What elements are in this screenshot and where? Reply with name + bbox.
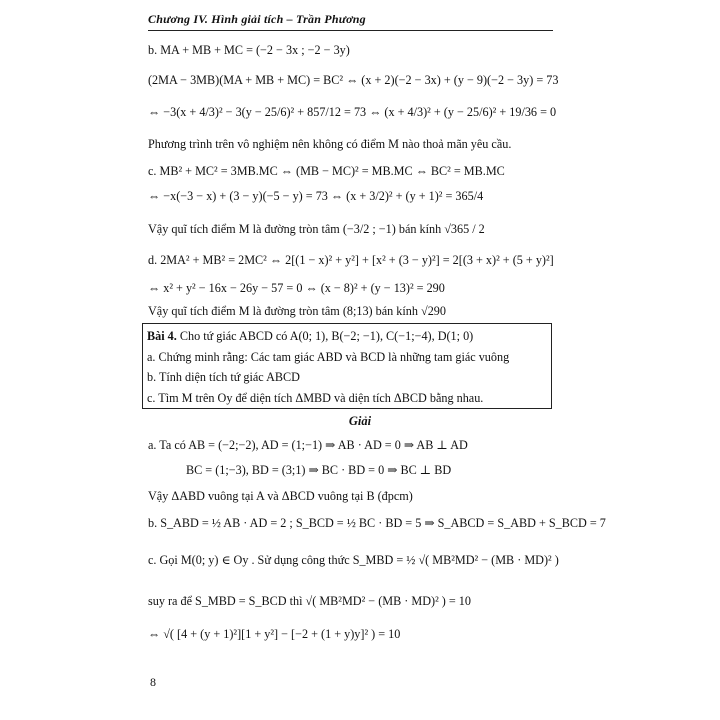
line-c-expanded: ⇔ −x(−3 − x) + (3 − y)(−5 − y) = 73 ⇔ (x + 3/2)² + (y + 1)² = 365/4 — [148, 189, 484, 203]
line-b: b. MA + MB + MC = (−2 − 3x ; −2 − 3y) — [148, 43, 350, 57]
line-d: d. 2MA² + MB² = 2MC² ⇔ 2[(1 − x)² + y²] + [x² + (3 − y)²] = 2[(3 + x)² + (5 + y)²] — [148, 253, 554, 267]
line-c-conclusion: Vậy quĩ tích điểm M là đường tròn tâm (−3/2 ; −1) bán kính √365 / 2 — [148, 222, 485, 236]
running-header: Chương IV. Hình giải tích – Trần Phương — [148, 12, 553, 31]
solution-a-conclusion: Vậy ΔABD vuông tại A và ΔBCD vuông tại B (đpcm) — [148, 489, 413, 503]
solution-title: Giải — [348, 414, 372, 428]
solution-c: c. Gọi M(0; y) ∈ Oy . Sử dụng công thức S_MBD = ½ √( MB²MD² − (MB · MD)² ) — [148, 553, 559, 567]
problem-item-c: c. Tìm M trên Oy để diện tích ΔMBD và diện tích ΔBCD bằng nhau. — [147, 391, 484, 405]
solution-a: a. Ta có AB = (−2;−2), AD = (1;−1) ⇒ AB · AD = 0 ⇒ AB ⊥ AD — [148, 438, 468, 452]
problem-item-b: b. Tính diện tích tứ giác ABCD — [147, 370, 300, 384]
line-b-expanded: ⇔ −3(x + 4/3)² − 3(y − 25/6)² + 857/12 = 73 ⇔ (x + 4/3)² + (y − 25/6)² + 19/36 = 0 — [148, 105, 557, 119]
solution-c-3: ⇔ √( [4 + (y + 1)²][1 + y²] − [−2 + (1 + y)y]² ) = 10 — [148, 627, 401, 641]
solution-b: b. S_ABD = ½ AB · AD = 2 ; S_BCD = ½ BC · BD = 5 ⇒ S_ABCD = S_ABD + S_BCD = 7 — [148, 516, 606, 530]
line-d-conclusion: Vậy quĩ tích điểm M là đường tròn tâm (8;13) bán kính √290 — [148, 304, 446, 318]
problem-item-a: a. Chứng minh rằng: Các tam giác ABD và BCD là những tam giác vuông — [147, 350, 510, 364]
solution-a-2: BC = (1;−3), BD = (3;1) ⇒ BC · BD = 0 ⇒ BC ⊥ BD — [186, 463, 452, 477]
problem-title: Bài 4. — [147, 329, 177, 343]
problem-heading — [147, 328, 473, 344]
line-b-conclusion: Phương trình trên vô nghiệm nên không có điểm M nào thoả mãn yêu cầu. — [148, 137, 512, 151]
solution-c-2: suy ra để S_MBD = S_BCD thì √( MB²MD² − (MB · MD)² ) = 10 — [148, 594, 471, 608]
line-c: c. MB² + MC² = 3MB.MC ⇔ (MB − MC)² = MB.MC ⇔ BC² = MB.MC — [148, 164, 505, 178]
line-d-expanded: ⇔ x² + y² − 16x − 26y − 57 = 0 ⇔ (x − 8)² + (y − 13)² = 290 — [148, 281, 445, 295]
line-b-equation: (2MA − 3MB)(MA + MB + MC) = BC² ⇔ (x + 2)(−2 − 3x) + (y − 9)(−2 − 3y) = 73 — [148, 73, 559, 87]
problem-statement: Cho tứ giác ABCD có A(0; 1), B(−2; −1), C(−1;−4), D(1; 0) — [179, 329, 474, 343]
problem-box — [142, 323, 552, 409]
page-number: 8 — [150, 675, 156, 689]
